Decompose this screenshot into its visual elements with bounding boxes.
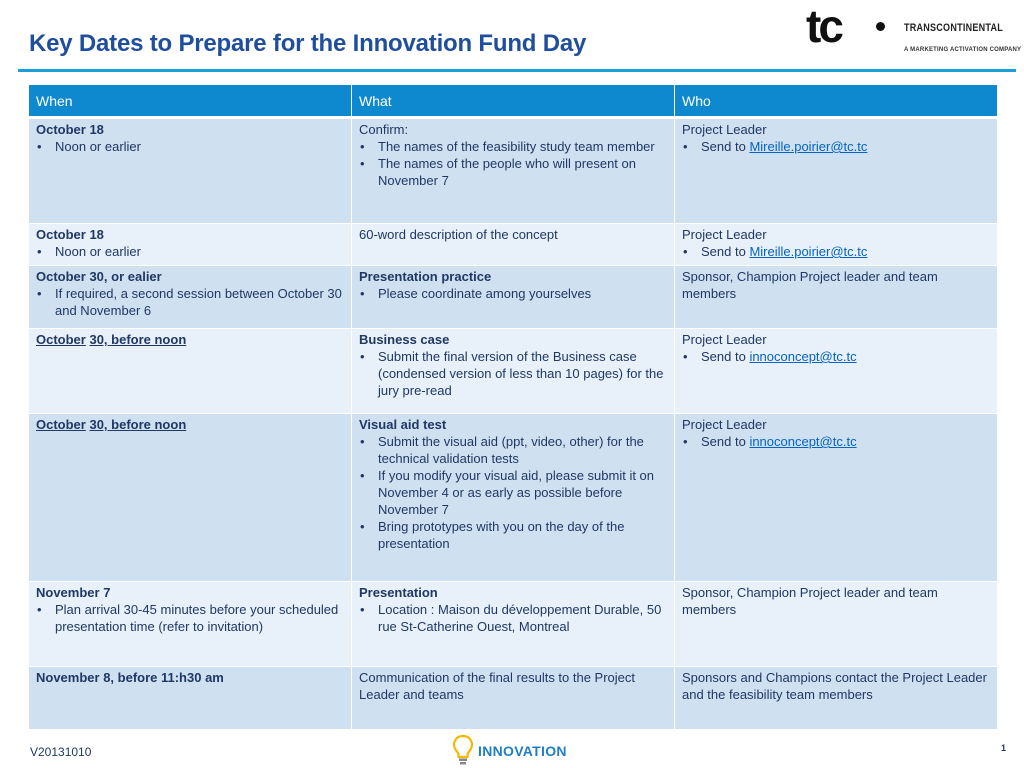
when-item: • Noon or earlier (36, 243, 344, 260)
who-cell (675, 224, 998, 266)
who-prefix: Send to (701, 139, 750, 154)
what-text: 60-word description of the concept (359, 227, 558, 242)
page-number: 1 (1001, 743, 1007, 753)
when-title: October 18 (36, 122, 104, 137)
header-what: What (352, 85, 675, 118)
table-row (29, 329, 998, 414)
header-when: When (29, 85, 352, 118)
when-cell (29, 266, 352, 329)
logo-mark: tc (806, 0, 841, 52)
what-title: Business case (359, 332, 450, 347)
email-link[interactable]: innoconcept@tc.tc (749, 349, 857, 364)
when-day: 30, before noon (89, 417, 187, 432)
who-text: Sponsor, Champion Project leader and team members (682, 585, 938, 617)
when-cell (29, 329, 352, 414)
what-title: Visual aid test (359, 417, 447, 432)
header-who: Who (675, 85, 998, 118)
who-title: Project Leader (682, 332, 767, 347)
when-month: October (36, 332, 86, 347)
who-title: Project Leader (682, 122, 767, 137)
page-title: Key Dates to Prepare for the Innovation Fund Day (29, 30, 587, 57)
what-item: • Please coordinate among yourselves (359, 285, 667, 302)
what-cell (352, 118, 675, 224)
what-cell (352, 667, 675, 730)
logo-dot-icon (876, 22, 885, 31)
logo-tagline: A MARKETING ACTIVATION COMPANY (904, 47, 1022, 53)
email-link[interactable]: innoconcept@tc.tc (749, 434, 857, 449)
what-title: Presentation (359, 585, 438, 600)
who-cell (675, 582, 998, 667)
when-cell (29, 582, 352, 667)
who-cell (675, 667, 998, 730)
who-prefix: Send to (701, 434, 750, 449)
innovation-brand: INNOVATION (478, 743, 567, 759)
table-header-row (29, 85, 998, 118)
lightbulb-icon (450, 733, 476, 767)
table-row (29, 582, 998, 667)
who-prefix: Send to (701, 244, 750, 259)
title-divider (18, 69, 1016, 72)
what-title: Presentation practice (359, 269, 492, 284)
when-cell (29, 118, 352, 224)
who-cell (675, 414, 998, 582)
who-text: Sponsor, Champion Project leader and team members (682, 269, 938, 301)
what-item: • Submit the final version of the Business case (condensed version of less than 10 pages) for the jury pre-read (359, 348, 667, 399)
when-item: • Plan arrival 30-45 minutes before your scheduled presentation time (refer to invitation) (36, 601, 344, 635)
what-item: • The names of the feasibility study team member (359, 138, 667, 155)
innovation-logo (450, 733, 580, 767)
when-cell (29, 414, 352, 582)
what-item: • Bring prototypes with you on the day of the presentation (359, 518, 667, 552)
when-title: November 8, before 11:h30 am (36, 670, 224, 685)
when-month: October (36, 417, 86, 432)
version-label: V20131010 (30, 745, 92, 759)
what-item: • If you modify your visual aid, please submit it on November 4 or as early as possible before November 7 (359, 467, 667, 518)
what-cell (352, 224, 675, 266)
when-title: October 18 (36, 227, 104, 242)
who-title: Project Leader (682, 227, 767, 242)
email-link[interactable]: Mireille.poirier@tc.tc (749, 139, 868, 154)
who-cell (675, 329, 998, 414)
what-cell (352, 329, 675, 414)
transcontinental-logo (806, 2, 1022, 62)
table-row (29, 414, 998, 582)
when-day: 30, before noon (89, 332, 187, 347)
table-row (29, 224, 998, 266)
what-item: • Submit the visual aid (ppt, video, other) for the technical validation tests (359, 433, 667, 467)
who-cell (675, 118, 998, 224)
logo-name: TRANSCONTINENTAL (904, 22, 1003, 34)
who-cell (675, 266, 998, 329)
what-text: Communication of the final results to the Project Leader and teams (359, 670, 636, 702)
email-link[interactable]: Mireille.poirier@tc.tc (749, 244, 868, 259)
when-cell (29, 667, 352, 730)
table-row (29, 667, 998, 730)
when-title: October 30, or ealier (36, 269, 162, 284)
what-item: • Location : Maison du développement Durable, 50 rue St-Catherine Ouest, Montreal (359, 601, 667, 635)
what-cell (352, 414, 675, 582)
who-title: Project Leader (682, 417, 767, 432)
when-item: • If required, a second session between October 30 and November 6 (36, 285, 344, 319)
table-row (29, 266, 998, 329)
table-row (29, 118, 998, 224)
what-item: • The names of the people who will present on November 7 (359, 155, 667, 189)
key-dates-table (28, 84, 998, 730)
when-cell (29, 224, 352, 266)
who-prefix: Send to (701, 349, 750, 364)
what-cell (352, 582, 675, 667)
when-title: November 7 (36, 585, 111, 600)
when-item: • Noon or earlier (36, 138, 344, 155)
what-cell (352, 266, 675, 329)
who-text: Sponsors and Champions contact the Project Leader and the feasibility team members (682, 670, 987, 702)
what-title: Confirm: (359, 122, 409, 137)
